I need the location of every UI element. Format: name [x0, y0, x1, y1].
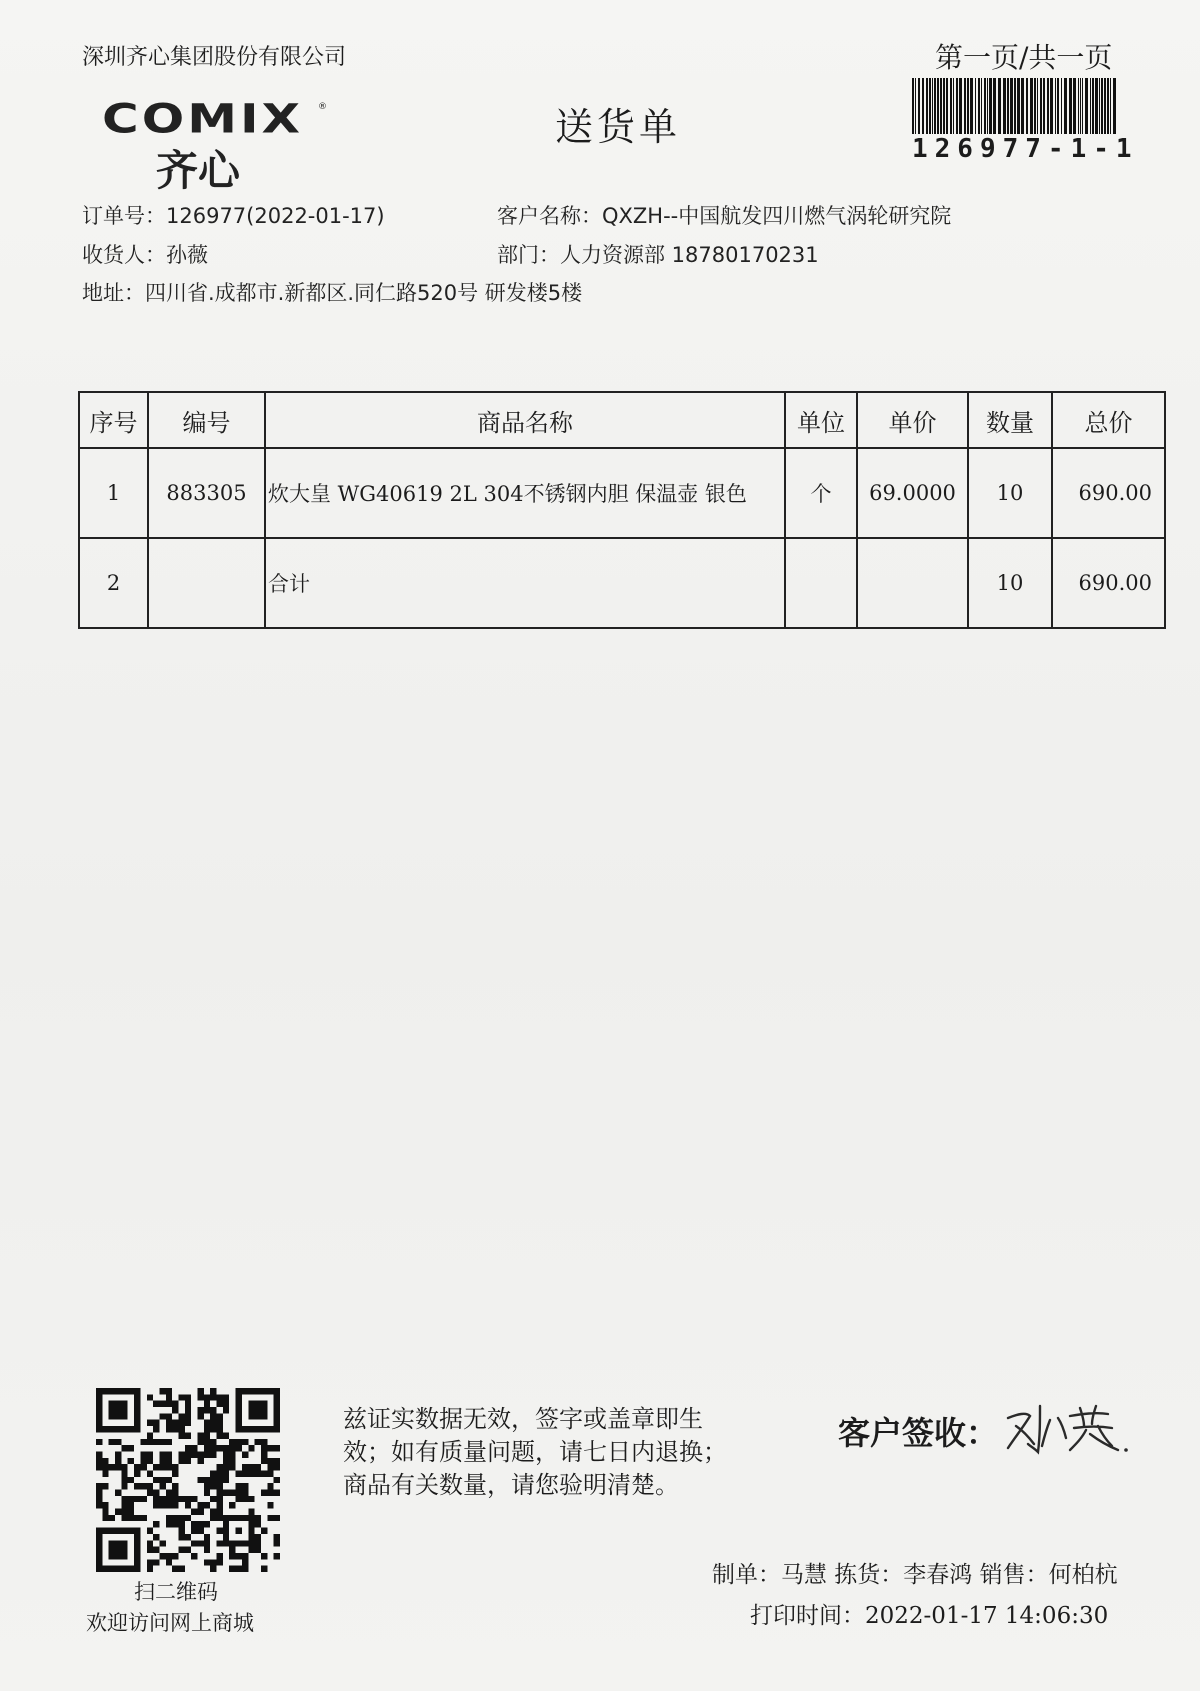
- department-value: 人力资源部 18780170231: [560, 243, 819, 267]
- receiver-label: 收货人：: [82, 243, 166, 267]
- cell-unit: 个: [785, 448, 857, 538]
- cell-product-name: 合计: [265, 538, 785, 628]
- address-row: [82, 277, 582, 307]
- department-label: 部门：: [497, 243, 560, 267]
- barcode-icon: [910, 78, 1122, 134]
- column-header-unit: 单位: [785, 392, 857, 448]
- qr-caption-scan: 扫二维码: [134, 1580, 218, 1604]
- page-indicator: 第一页/共一页: [935, 41, 1113, 74]
- cell-total: 690.00: [1052, 538, 1165, 628]
- qr-code-icon: [96, 1388, 280, 1572]
- address-label: 地址：: [82, 281, 145, 305]
- customer-signature-label: 客户签收：: [838, 1414, 999, 1452]
- column-header-quantity: 数量: [968, 392, 1052, 448]
- cell-unit-price: [857, 538, 968, 628]
- receiver-row: [82, 239, 208, 269]
- print-time: 打印时间：2022-01-17 14:06:30: [750, 1603, 1109, 1629]
- customer-name-value: QXZH--中国航发四川燃气涡轮研究院: [602, 204, 952, 228]
- cell-total: 690.00: [1052, 448, 1165, 538]
- company-name: 深圳齐心集团股份有限公司: [82, 45, 347, 70]
- barcode-number: 126977-1-1: [912, 134, 1139, 164]
- comix-logo: [100, 96, 330, 196]
- order-number-label: 订单号：: [82, 204, 166, 228]
- document-title: 送货单: [555, 105, 682, 149]
- staff-row: 制单：马慧 拣货：李春鸿 销售：何柏杭: [712, 1562, 1118, 1588]
- cell-unit: [785, 538, 857, 628]
- cell-unit-price: 69.0000: [857, 448, 968, 538]
- notice-line: 兹证实数据无效，签字或盖章即生: [343, 1405, 703, 1433]
- column-header-product-name: 商品名称: [265, 392, 785, 448]
- customer-name-label: 客户名称：: [497, 204, 602, 228]
- logo-chinese-text: 齐心: [156, 146, 241, 195]
- table-row-summary: [79, 538, 1165, 628]
- column-header-code: 编号: [148, 392, 265, 448]
- cell-quantity: 10: [968, 538, 1052, 628]
- handwritten-signature: [1000, 1396, 1135, 1458]
- items-table: [78, 391, 1166, 629]
- cell-seq: 1: [79, 448, 148, 538]
- column-header-seq: 序号: [79, 392, 148, 448]
- cell-product-name: 炊大皇 WG40619 2L 304不锈钢内胆 保温壶 银色: [265, 448, 785, 538]
- registered-mark: ®: [318, 102, 327, 112]
- cell-code: [148, 538, 265, 628]
- table-header-row: [79, 392, 1165, 448]
- logo-wordmark: COMIX: [102, 95, 304, 143]
- customer-name-row: [497, 200, 951, 230]
- qr-caption-visit: 欢迎访问网上商城: [86, 1611, 254, 1635]
- department-row: [497, 239, 819, 269]
- column-header-total: 总价: [1052, 392, 1165, 448]
- cell-quantity: 10: [968, 448, 1052, 538]
- order-number-row: [82, 200, 385, 230]
- column-header-unit-price: 单价: [857, 392, 968, 448]
- address-value: 四川省.成都市.新都区.同仁路520号 研发楼5楼: [145, 281, 583, 305]
- cell-seq: 2: [79, 538, 148, 628]
- table-row: [79, 448, 1165, 538]
- notice-line: 效；如有质量问题，请七日内退换；: [343, 1438, 727, 1466]
- notice-line: 商品有关数量，请您验明清楚。: [343, 1471, 679, 1499]
- receiver-value: 孙薇: [166, 243, 208, 267]
- order-number-value: 126977(2022-01-17): [166, 204, 385, 228]
- cell-code: 883305: [148, 448, 265, 538]
